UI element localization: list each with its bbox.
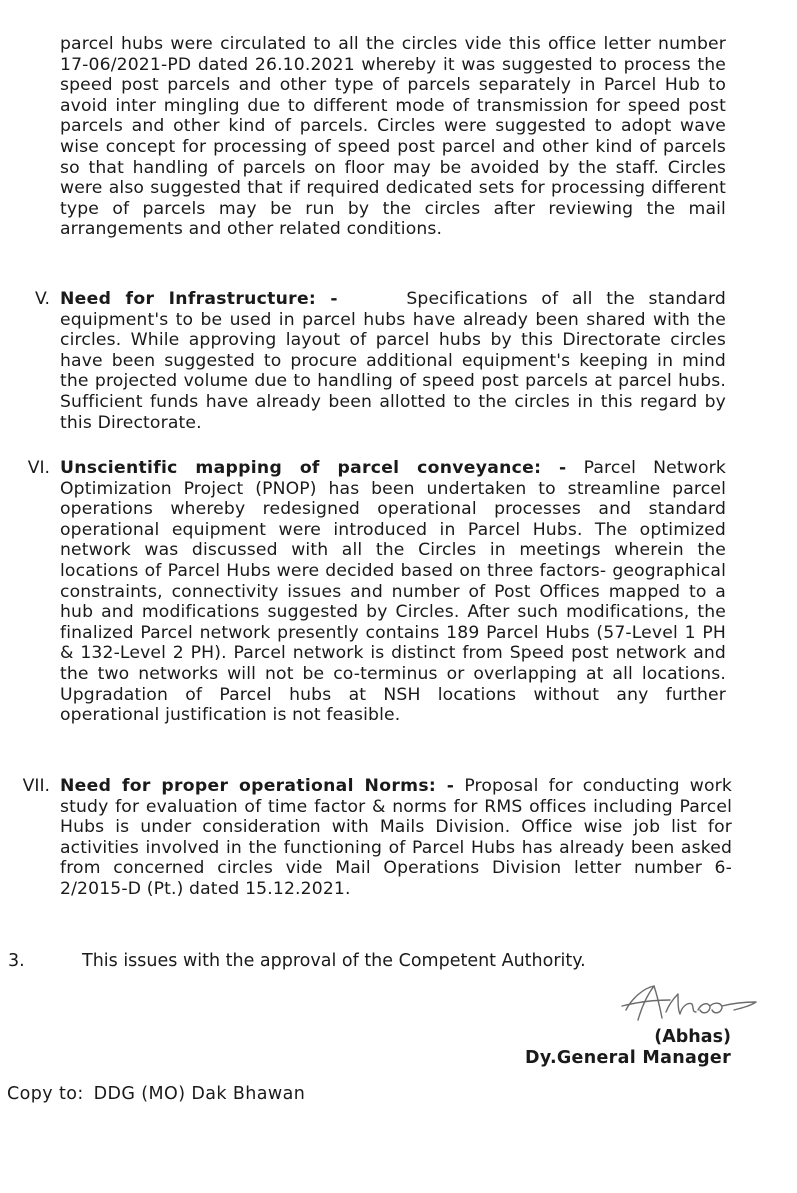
item-body	[60, 776, 732, 900]
signer-name: (Abhas)	[654, 1027, 731, 1047]
item-number: VI.	[27, 458, 50, 478]
item-body	[60, 458, 726, 726]
item-heading: Unscientific mapping of parcel conveyance: -	[60, 458, 567, 478]
copy-to	[7, 1084, 305, 1105]
item-body	[60, 289, 726, 433]
item-text: Parcel Network Optimization Project (PNOP) has been undertaken to streamline parcel operations whereby redesigned operational processes and standard operational equipment were introduced in Parcel Hubs. The optimized network was discussed with all the Circles in meetings wherein the locations of Parcel Hubs were decided based on three factors- geographical constraints, connectivity issues and number of Post Offices mapped to a hub and modifications suggested by Circles. After such modifications, the finalized Parcel network presently contains 189 Parcel Hubs (57-Level 1 PH & 132-Level 2 PH). Parcel network is distinct from Speed post network and the two networks will not be co-terminus or overlapping at all locations. Upgradation of Parcel hubs at NSH locations without any further operational justification is not feasible.	[60, 458, 726, 726]
copy-to-label: Copy to:	[7, 1084, 84, 1104]
closing-text: This issues with the approval of the Competent Authority.	[82, 951, 586, 971]
item-heading: Need for Infrastructure: -	[60, 289, 338, 309]
item-heading: Need for proper operational Norms: -	[60, 776, 455, 796]
copy-to-recipient: DDG (MO) Dak Bhawan	[93, 1084, 306, 1104]
item-number: VII.	[22, 776, 50, 796]
item-number: V.	[34, 289, 50, 309]
item-text: Specifications of all the standard equipment's to be used in parcel hubs have already been shared with the circles. While approving layout of parcel hubs by this Directorate circles have been suggested to procure additional equipment's keeping in mind the projected volume due to handling of speed post parcels at parcel hubs. Sufficient funds have already been allotted to the circles in this regard by this Directorate.	[60, 289, 726, 433]
intro-paragraph: parcel hubs were circulated to all the circles vide this office letter number 17-06/2021-PD dated 26.10.2021 whereby it was suggested to process the speed post parcels and other type of parcels separately in Parcel Hub to avoid inter mingling due to different mode of transmission for speed post parcels and other kind of parcels. Circles were suggested to adopt wave wise concept for processing of speed post parcel and other kind of parcels so that handling of parcels on floor may be avoided by the staff. Circles were also suggested that if required dedicated sets for processing different type of parcels may be run by the circles after reviewing the mail arrangements and other related conditions.	[60, 34, 726, 240]
signer-title: Dy.General Manager	[525, 1048, 731, 1068]
closing-number: 3.	[8, 951, 25, 971]
item-text: Proposal for conducting work study for evaluation of time factor & norms for RMS offices including Parcel Hubs is under consideration with Mails Division. Office wise job list for activities involved in the functioning of Parcel Hubs has already been asked from concerned circles vide Mail Operations Division letter number 6-2/2015-D (Pt.) dated 15.12.2021.	[60, 776, 732, 899]
handwritten-signature	[618, 980, 763, 1028]
